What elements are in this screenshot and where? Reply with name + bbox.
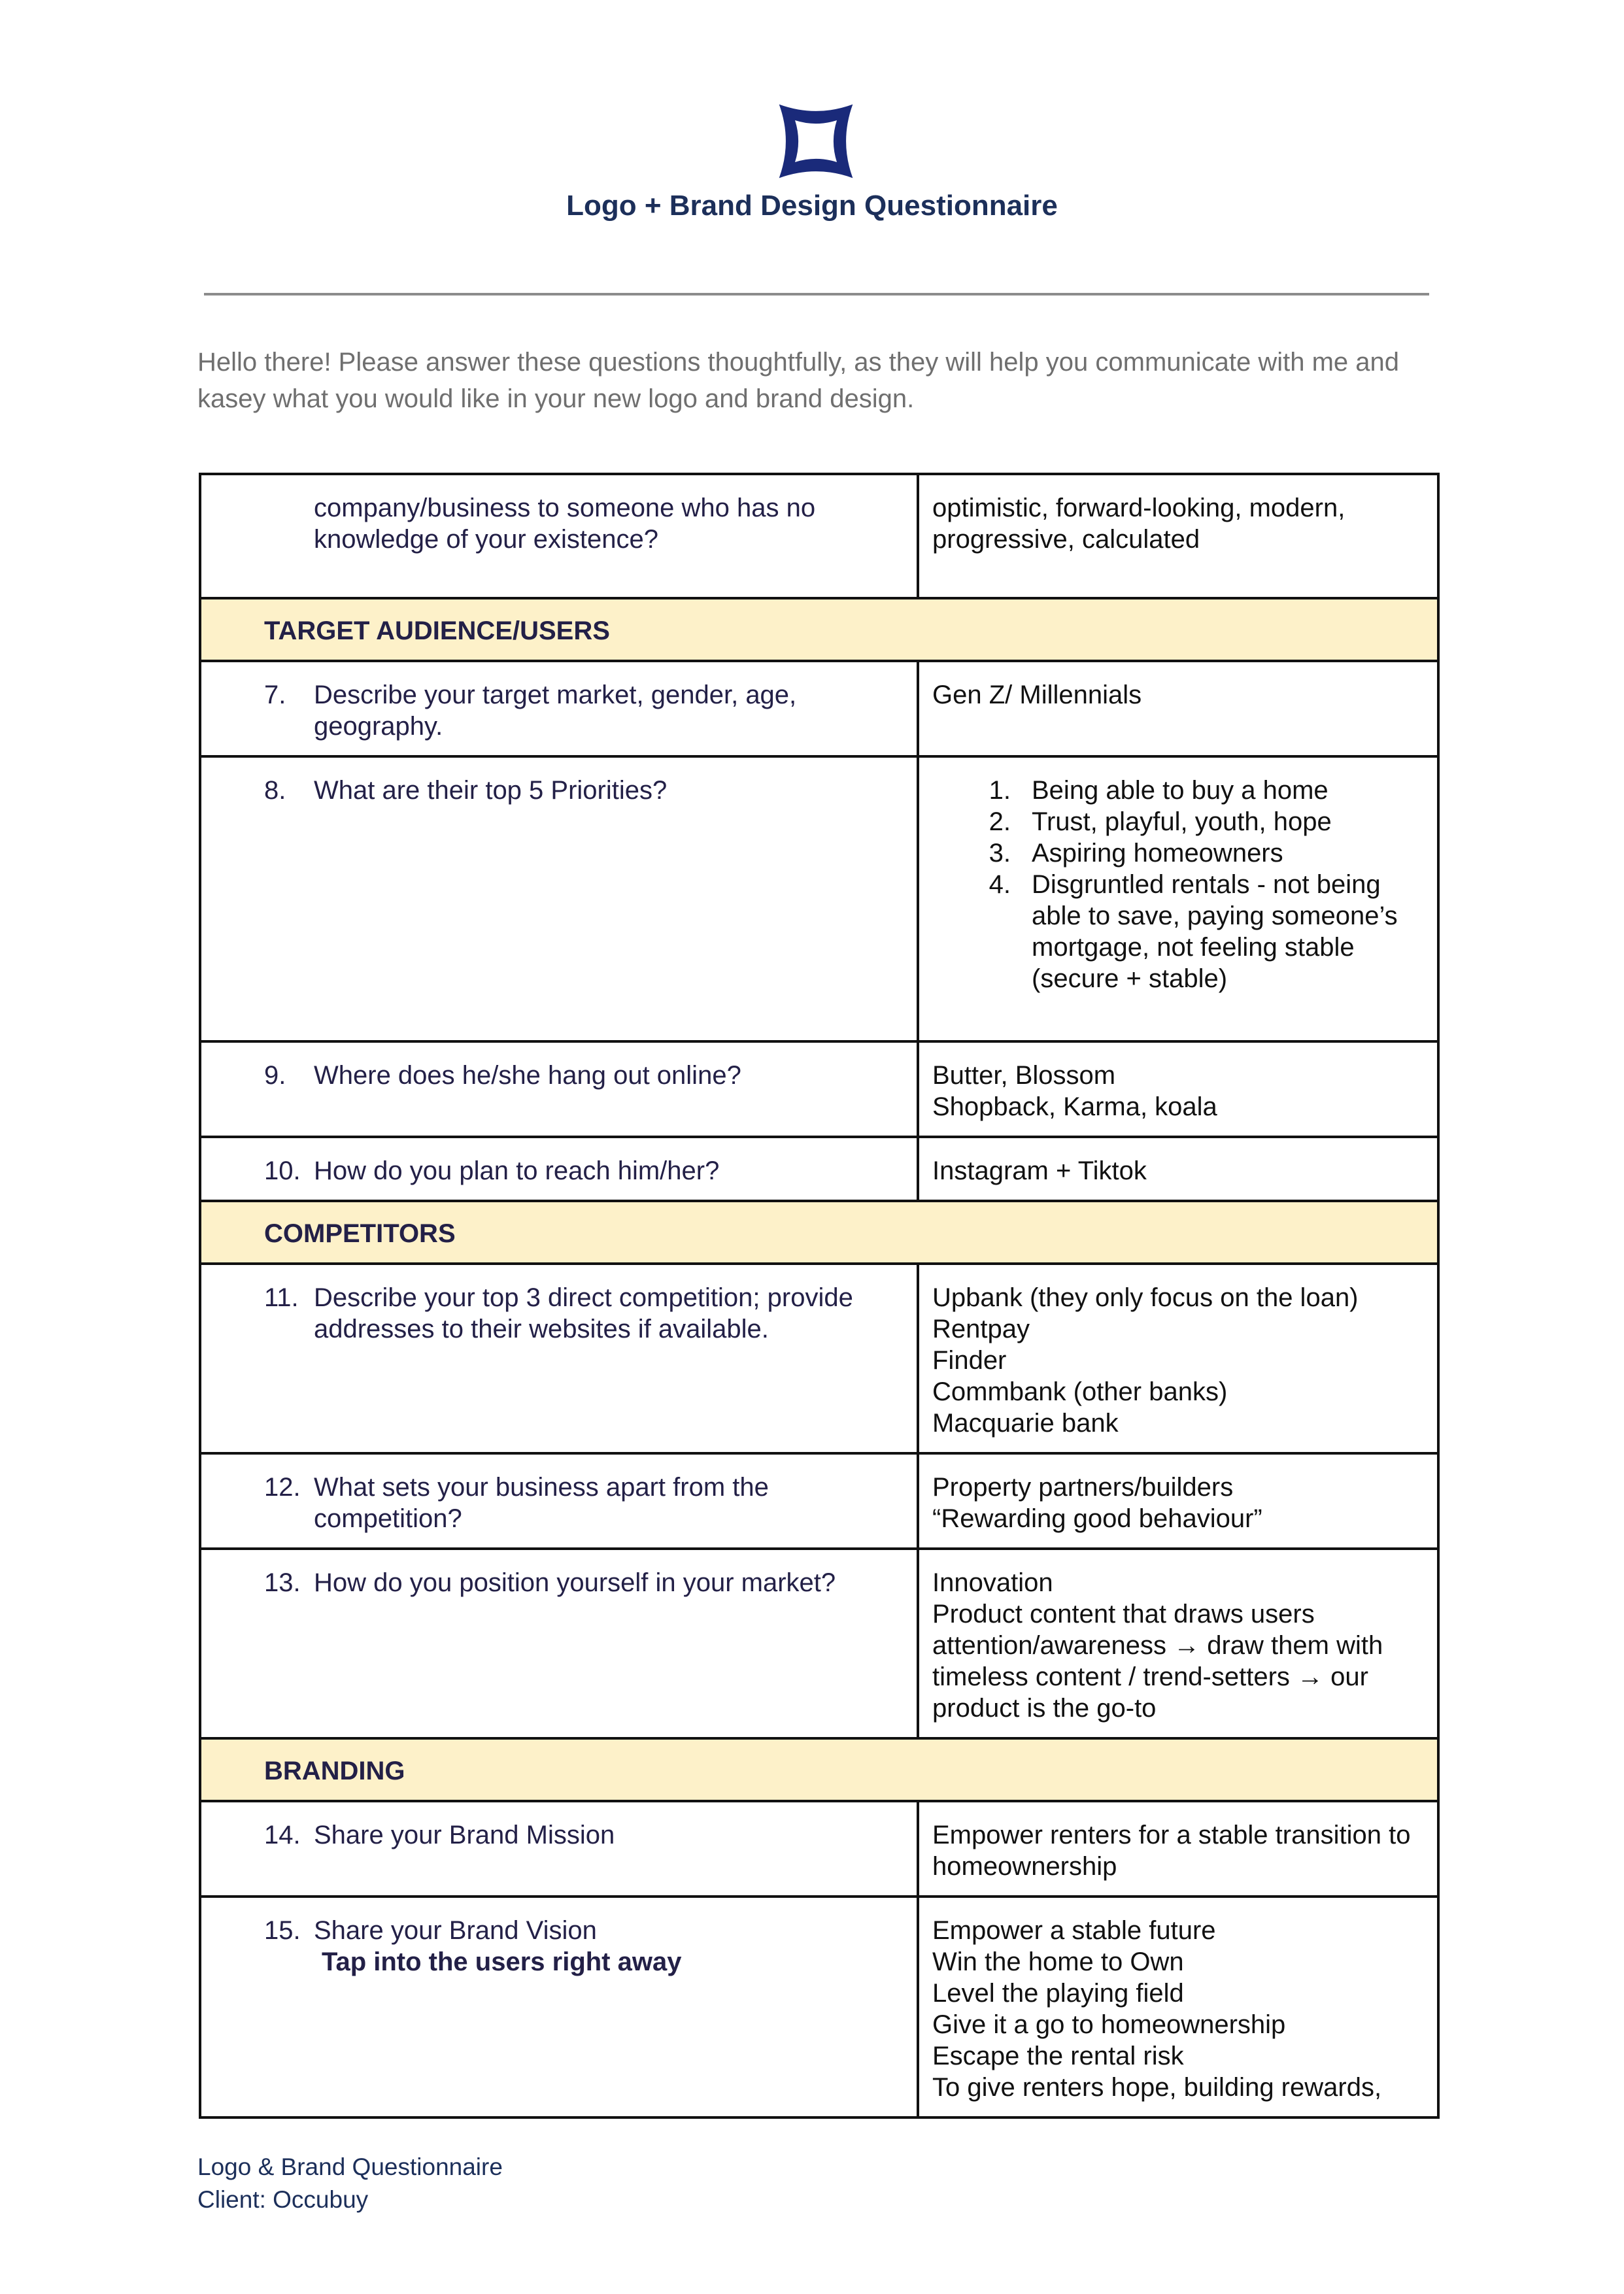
section-title: BRANDING [200,1738,1438,1801]
answer-text: Empower renters for a stable transition to homeownership [932,1821,1411,1881]
answer-cell [918,1453,1438,1549]
list-text: Disgruntled rentals - not being able to save, paying someone’s mortgage, not feeling stable (secure + stable) [1032,870,1398,993]
table-row [200,1264,1438,1453]
question-text: company/business to someone who has no knowledge of your existence? [314,494,816,554]
answer-line: Shopback, Karma, koala [932,1092,1217,1121]
answer-cell [918,1897,1438,2117]
question-number: 8. [264,776,286,805]
answer-cell [918,1264,1438,1453]
question-text: What are their top 5 Priorities? [314,776,668,805]
question-number: 9. [264,1061,286,1090]
table-row [200,1801,1438,1897]
header-divider [204,293,1429,295]
question-text: What sets your business apart from the competition? [314,1473,769,1533]
question-cell [200,474,918,598]
answer-line: Escape the rental risk [932,2042,1184,2070]
question-number: 12. [264,1473,301,1502]
section-title: COMPETITORS [200,1201,1438,1264]
question-cell [200,756,918,1041]
section-header-target-audience [200,598,1438,661]
question-text: Share your Brand Vision [314,1916,597,1945]
answer-line: Finder [932,1346,1007,1375]
table-row [200,1897,1438,2117]
question-text: How do you plan to reach him/her? [314,1156,720,1185]
question-note: Tap into the users right away [322,1948,682,1976]
question-number: 10. [264,1156,301,1185]
list-item [932,775,1424,806]
question-number: 13. [264,1568,301,1597]
table-row [200,1041,1438,1137]
answer-line: Property partners/builders [932,1473,1234,1502]
question-number: 11. [264,1283,299,1312]
brand-logo-icon [774,99,858,183]
page-title: Logo + Brand Design Questionnaire [566,190,1058,222]
table-row [200,474,1438,598]
answer-line: “Rewarding good behaviour” [932,1504,1262,1533]
answer-cell [918,1137,1438,1201]
list-text: Trust, playful, youth, hope [1032,807,1332,836]
answer-line: Win the home to Own [932,1948,1184,1976]
answer-cell [918,1549,1438,1738]
page-footer [197,2151,503,2216]
answer-line: Commbank (other banks) [932,1377,1228,1406]
answer-line: Rentpay [932,1315,1030,1343]
table-row [200,1549,1438,1738]
answer-line: Level the playing field [932,1979,1184,2008]
table-row [200,1137,1438,1201]
question-number: 14. [264,1821,301,1849]
list-text: Being able to buy a home [1032,776,1328,805]
question-text: How do you position yourself in your market? [314,1568,836,1597]
list-item [932,806,1424,837]
question-cell [200,661,918,756]
question-number: 7. [264,681,286,709]
list-item [932,869,1424,994]
list-number: 4. [989,870,1011,899]
question-text: Share your Brand Mission [314,1821,615,1849]
priorities-list [932,775,1424,994]
table-row [200,756,1438,1041]
question-cell [200,1897,918,2117]
table-row [200,661,1438,756]
list-number: 1. [989,776,1011,805]
answer-cell [918,1801,1438,1897]
answer-line: Macquarie bank [932,1409,1119,1438]
footer-client: Client: Occubuy [197,2186,369,2213]
question-text: Where does he/she hang out online? [314,1061,741,1090]
answer-line: Upbank (they only focus on the loan) [932,1283,1359,1312]
answer-line: Butter, Blossom [932,1061,1116,1090]
question-text: Describe your target market, gender, age, geography. [314,681,797,741]
question-cell [200,1549,918,1738]
answer-line: Product content that draws users attention/awareness → draw them with timeless content / trend-setters → our product is the go-to [932,1600,1383,1723]
answer-line: Give it a go to homeownership [932,2010,1286,2039]
answer-text: Instagram + Tiktok [932,1156,1147,1185]
answer-line: Empower a stable future [932,1916,1216,1945]
question-cell [200,1137,918,1201]
list-text: Aspiring homeowners [1032,839,1283,868]
question-number: 15. [264,1916,301,1945]
answer-cell [918,756,1438,1041]
answer-line: Innovation [932,1568,1053,1597]
section-header-competitors [200,1201,1438,1264]
question-cell [200,1264,918,1453]
answer-cell [918,1041,1438,1137]
answer-cell [918,474,1438,598]
questionnaire-table [199,473,1440,2119]
answer-text: optimistic, forward-looking, modern, progressive, calculated [932,494,1345,554]
list-item [932,837,1424,869]
intro-text: Hello there! Please answer these questions thoughtfully, as they will help you communicate with me and kasey what you would like in your new logo and brand design. [197,348,1400,413]
list-number: 2. [989,807,1011,836]
answer-line: To give renters hope, building rewards, [932,2073,1382,2102]
question-text: Describe your top 3 direct competition; provide addresses to their websites if available. [314,1283,853,1343]
answer-text: Gen Z/ Millennials [932,681,1142,709]
question-cell [200,1041,918,1137]
question-cell [200,1453,918,1549]
footer-document-name: Logo & Brand Questionnaire [197,2153,503,2180]
section-title: TARGET AUDIENCE/USERS [200,598,1438,661]
table-row [200,1453,1438,1549]
section-header-branding [200,1738,1438,1801]
question-cell [200,1801,918,1897]
answer-cell [918,661,1438,756]
list-number: 3. [989,839,1011,868]
